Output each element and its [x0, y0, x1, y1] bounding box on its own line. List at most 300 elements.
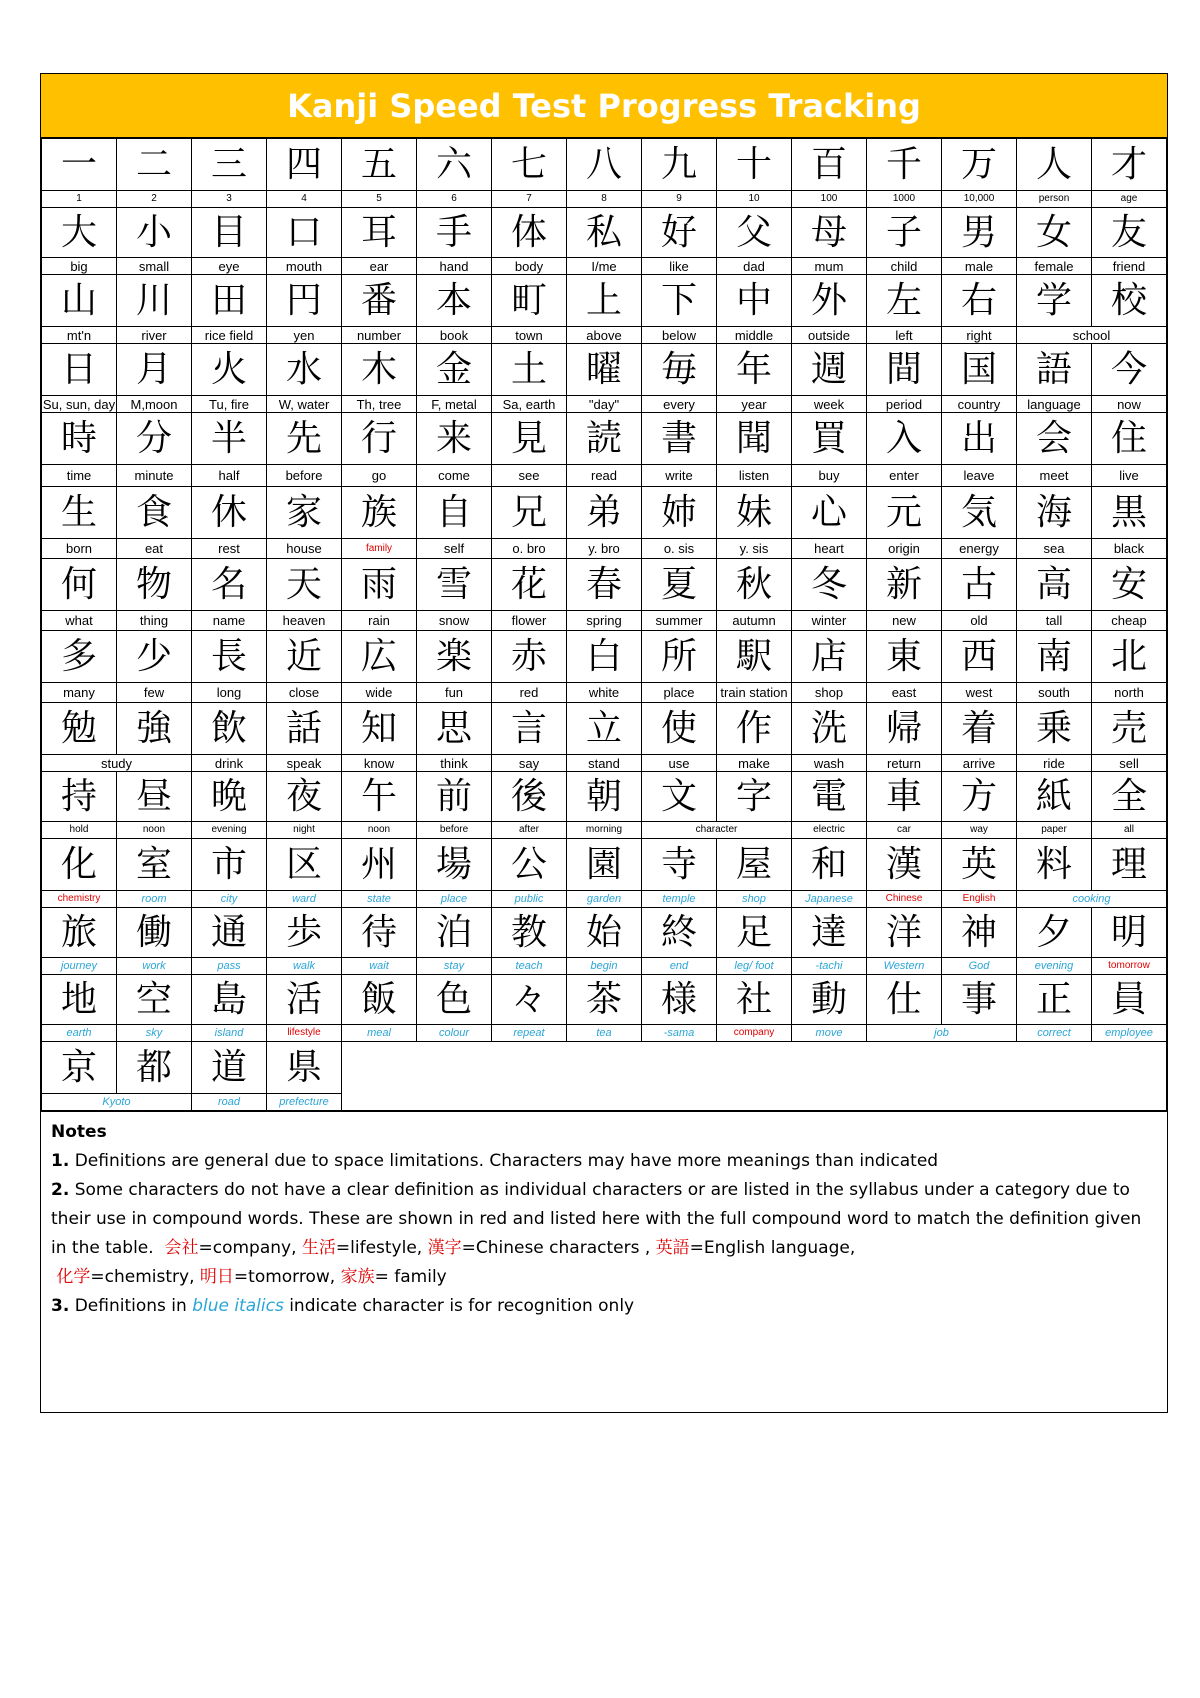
kanji-cell: 父 [717, 208, 792, 258]
definition-cell: body [492, 258, 567, 275]
kanji-cell: 木 [342, 344, 417, 396]
compound-definition: =English language, [689, 1238, 856, 1258]
note-1 [51, 1147, 1157, 1176]
kanji-cell: 書 [642, 413, 717, 465]
definition-cell: drink [192, 755, 267, 772]
definition-cell: summer [642, 611, 717, 631]
kanji-cell: 族 [342, 487, 417, 539]
kanji-cell: 姉 [642, 487, 717, 539]
kanji-sheet [40, 73, 1168, 1413]
definition-cell: temple [642, 891, 717, 908]
definition-cell: move [792, 1025, 867, 1042]
kanji-cell: 出 [942, 413, 1017, 465]
definition-cell: pass [192, 958, 267, 975]
notes-section [41, 1111, 1167, 1412]
definition-row [42, 822, 1167, 839]
kanji-cell: 南 [1017, 631, 1092, 683]
definition-cell: outside [792, 327, 867, 344]
definition-cell: 6 [417, 191, 492, 208]
kanji-cell: 教 [492, 908, 567, 958]
definition-cell: yen [267, 327, 342, 344]
kanji-cell: 家 [267, 487, 342, 539]
kanji-cell: 才 [1092, 139, 1167, 191]
kanji-cell: 冬 [792, 559, 867, 611]
definition-cell: 2 [117, 191, 192, 208]
kanji-cell: 海 [1017, 487, 1092, 539]
definition-cell: born [42, 539, 117, 559]
kanji-cell: 買 [792, 413, 867, 465]
kanji-cell: 円 [267, 275, 342, 327]
kanji-cell: 土 [492, 344, 567, 396]
definition-cell: energy [942, 539, 1017, 559]
definition-cell: heart [792, 539, 867, 559]
definition-cell: ride [1017, 755, 1092, 772]
definition-cell: -tachi [792, 958, 867, 975]
definition-cell: white [567, 683, 642, 703]
definition-cell: cheap [1092, 611, 1167, 631]
kanji-cell: 九 [642, 139, 717, 191]
kanji-cell: 安 [1092, 559, 1167, 611]
kanji-cell: 百 [792, 139, 867, 191]
kanji-cell: 店 [792, 631, 867, 683]
definition-cell: 100 [792, 191, 867, 208]
kanji-cell: 万 [942, 139, 1017, 191]
note-text: Definitions in [69, 1296, 193, 1316]
kanji-cell: 勉 [42, 703, 117, 755]
definition-cell: mt'n [42, 327, 117, 344]
definition-cell: 10 [717, 191, 792, 208]
kanji-cell: 立 [567, 703, 642, 755]
definition-cell: 7 [492, 191, 567, 208]
kanji-cell: 社 [717, 975, 792, 1025]
definition-cell: noon [117, 822, 192, 839]
kanji-cell: 好 [642, 208, 717, 258]
note-2 [51, 1176, 1157, 1263]
compound-definition: =lifestyle, [335, 1238, 423, 1258]
kanji-cell: 県 [267, 1042, 342, 1094]
definition-cell: now [1092, 396, 1167, 413]
kanji-cell: 男 [942, 208, 1017, 258]
kanji-row [42, 559, 1167, 611]
definition-cell: y. sis [717, 539, 792, 559]
definition-cell: every [642, 396, 717, 413]
definition-cell: return [867, 755, 942, 772]
definition-cell: earth [42, 1025, 117, 1042]
definition-cell: dad [717, 258, 792, 275]
definition-cell: journey [42, 958, 117, 975]
definition-cell: think [417, 755, 492, 772]
kanji-cell: 人 [1017, 139, 1092, 191]
definition-cell: repeat [492, 1025, 567, 1042]
kanji-cell: 行 [342, 413, 417, 465]
kanji-cell: 千 [867, 139, 942, 191]
definition-cell: 8 [567, 191, 642, 208]
kanji-cell: 所 [642, 631, 717, 683]
definition-cell: Su, sun, day [42, 396, 116, 412]
kanji-cell: 持 [42, 772, 117, 822]
kanji-cell: 屋 [717, 839, 792, 891]
definition-row [42, 258, 1167, 275]
kanji-cell: 月 [117, 344, 192, 396]
definition-cell: evening [192, 822, 267, 839]
definition-cell: night [267, 822, 342, 839]
definition-cell: see [492, 465, 567, 487]
kanji-cell: 校 [1092, 275, 1167, 327]
definition-cell: what [42, 611, 117, 631]
definition-cell: wide [342, 683, 417, 703]
kanji-row [42, 413, 1167, 465]
definition-cell: number [342, 327, 417, 344]
definition-cell: fun [417, 683, 492, 703]
definition-row [42, 191, 1167, 208]
kanji-cell: 右 [942, 275, 1017, 327]
definition-cell: 1 [42, 191, 117, 208]
kanji-cell: 員 [1092, 975, 1167, 1025]
definition-cell: ear [342, 258, 417, 275]
kanji-cell: 読 [567, 413, 642, 465]
definition-cell: -sama [642, 1025, 717, 1042]
definition-cell: leave [942, 465, 1017, 487]
kanji-cell: 市 [192, 839, 267, 891]
definition-row [42, 539, 1167, 559]
kanji-row [42, 487, 1167, 539]
kanji-cell: 花 [492, 559, 567, 611]
definition-cell: meet [1017, 465, 1092, 487]
definition-cell: job [867, 1025, 1017, 1042]
kanji-row [42, 975, 1167, 1025]
definition-cell: enter [867, 465, 942, 487]
kanji-cell: 水 [267, 344, 342, 396]
definition-cell: company [717, 1025, 792, 1042]
kanji-cell: 道 [192, 1042, 267, 1094]
definition-cell: speak [267, 755, 342, 772]
kanji-cell: 見 [492, 413, 567, 465]
kanji-cell: 始 [567, 908, 642, 958]
kanji-cell: 洗 [792, 703, 867, 755]
definition-row [42, 958, 1167, 975]
kanji-cell: 作 [717, 703, 792, 755]
kanji-cell: 田 [192, 275, 267, 327]
kanji-cell: 長 [192, 631, 267, 683]
kanji-cell: 夏 [642, 559, 717, 611]
kanji-cell: 兄 [492, 487, 567, 539]
definition-cell: place [417, 891, 492, 908]
kanji-cell: 州 [342, 839, 417, 891]
definition-cell: eat [117, 539, 192, 559]
kanji-cell: 週 [792, 344, 867, 396]
kanji-row [42, 839, 1167, 891]
definition-cell: tea [567, 1025, 642, 1042]
kanji-cell: 明 [1092, 908, 1167, 958]
kanji-cell: 聞 [717, 413, 792, 465]
kanji-cell: 先 [267, 413, 342, 465]
definition-cell: like [642, 258, 717, 275]
kanji-cell: 六 [417, 139, 492, 191]
definition-cell: self [417, 539, 492, 559]
definition-cell: o. bro [492, 539, 567, 559]
kanji-cell: 心 [792, 487, 867, 539]
definition-cell: west [942, 683, 1017, 703]
kanji-cell: 飲 [192, 703, 267, 755]
definition-cell: origin [867, 539, 942, 559]
kanji-cell: 雪 [417, 559, 492, 611]
kanji-cell: 夜 [267, 772, 342, 822]
kanji-cell: 私 [567, 208, 642, 258]
kanji-cell: 川 [117, 275, 192, 327]
kanji-cell: 帰 [867, 703, 942, 755]
empty-area [342, 1042, 1167, 1111]
definition-cell: family [342, 539, 417, 559]
kanji-cell: 区 [267, 839, 342, 891]
kanji-row [42, 772, 1167, 822]
kanji-cell: 歩 [267, 908, 342, 958]
definition-cell: black [1092, 539, 1167, 559]
kanji-cell: 耳 [342, 208, 417, 258]
kanji-cell: 待 [342, 908, 417, 958]
definition-row [42, 891, 1167, 908]
definition-cell: English [942, 891, 1017, 908]
kanji-row [42, 275, 1167, 327]
kanji-cell: 大 [42, 208, 117, 258]
kanji-cell: 生 [42, 487, 117, 539]
kanji-cell: 食 [117, 487, 192, 539]
definition-cell: teach [492, 958, 567, 975]
definition-cell: shop [717, 891, 792, 908]
definition-cell: Sa, earth [492, 396, 567, 413]
definition-cell: age [1092, 191, 1167, 208]
compound-definition: =company, [198, 1238, 297, 1258]
definition-cell: come [417, 465, 492, 487]
definition-cell: rest [192, 539, 267, 559]
definition-cell: house [267, 539, 342, 559]
kanji-cell: 年 [717, 344, 792, 396]
definition-cell: way [942, 822, 1017, 839]
kanji-cell: 広 [342, 631, 417, 683]
kanji-cell: 今 [1092, 344, 1167, 396]
kanji-row [42, 631, 1167, 683]
kanji-cell: 々 [492, 975, 567, 1025]
definition-cell: rice field [192, 327, 267, 344]
kanji-cell: 字 [717, 772, 792, 822]
definition-cell: north [1092, 683, 1167, 703]
compound-kanji: 明日 [199, 1267, 234, 1287]
kanji-cell: 寺 [642, 839, 717, 891]
kanji-cell: 旅 [42, 908, 117, 958]
note-number: 1. [51, 1151, 70, 1171]
note-text: Definitions are general due to space limitations. Characters may have more meanings than indicated [69, 1151, 939, 1171]
kanji-cell: 番 [342, 275, 417, 327]
definition-cell: child [867, 258, 942, 275]
definition-cell: use [642, 755, 717, 772]
definition-cell: red [492, 683, 567, 703]
definition-cell: cooking [1017, 891, 1167, 908]
kanji-cell: 休 [192, 487, 267, 539]
kanji-cell: 本 [417, 275, 492, 327]
definition-cell: know [342, 755, 417, 772]
kanji-cell: 女 [1017, 208, 1092, 258]
kanji-cell: 地 [42, 975, 117, 1025]
kanji-cell: 神 [942, 908, 1017, 958]
definition-cell: ward [267, 891, 342, 908]
kanji-cell: 上 [567, 275, 642, 327]
kanji-cell: 全 [1092, 772, 1167, 822]
kanji-cell: 自 [417, 487, 492, 539]
definition-cell: prefecture [267, 1094, 342, 1111]
definition-cell: winter [792, 611, 867, 631]
definition-cell: many [42, 683, 117, 703]
compound-kanji: 生活 [301, 1238, 336, 1258]
kanji-cell: 言 [492, 703, 567, 755]
definition-cell: M,moon [117, 396, 192, 413]
compound-definition: =chemistry, [90, 1267, 195, 1287]
kanji-cell: 一 [42, 139, 117, 191]
kanji-cell: 働 [117, 908, 192, 958]
kanji-cell: 公 [492, 839, 567, 891]
definition-cell: read [567, 465, 642, 487]
definition-cell: few [117, 683, 192, 703]
definition-cell: year [717, 396, 792, 413]
definition-cell: sea [1017, 539, 1092, 559]
note-number: 2. [51, 1180, 70, 1200]
definition-cell: car [867, 822, 942, 839]
definition-cell: walk [267, 958, 342, 975]
kanji-cell: 色 [417, 975, 492, 1025]
compound-kanji: 化学 [56, 1267, 91, 1287]
definition-cell: thing [117, 611, 192, 631]
definition-cell: time [42, 465, 117, 487]
definition-cell: work [117, 958, 192, 975]
definition-cell: after [492, 822, 567, 839]
definition-row [42, 396, 1167, 413]
compound-kanji: 会社 [164, 1238, 199, 1258]
kanji-cell: 朝 [567, 772, 642, 822]
kanji-cell: 泊 [417, 908, 492, 958]
definition-cell: Kyoto [42, 1094, 192, 1111]
kanji-cell: 体 [492, 208, 567, 258]
kanji-cell: 山 [42, 275, 117, 327]
compound-kanji: 家族 [340, 1267, 375, 1287]
definition-cell: autumn [717, 611, 792, 631]
kanji-cell: 白 [567, 631, 642, 683]
definition-cell: listen [717, 465, 792, 487]
definition-cell: chemistry [42, 891, 117, 908]
kanji-cell: 多 [42, 631, 117, 683]
definition-cell: wash [792, 755, 867, 772]
definition-cell: heaven [267, 611, 342, 631]
kanji-cell: 分 [117, 413, 192, 465]
definition-cell: lifestyle [267, 1025, 342, 1042]
kanji-cell: 仕 [867, 975, 942, 1025]
kanji-cell: 学 [1017, 275, 1092, 327]
kanji-cell: 足 [717, 908, 792, 958]
definition-cell: big [42, 258, 117, 275]
definition-cell: "day" [567, 396, 642, 413]
kanji-cell: 古 [942, 559, 1017, 611]
kanji-cell: 中 [717, 275, 792, 327]
definition-cell: employee [1092, 1025, 1167, 1042]
note-number: 3. [51, 1296, 70, 1316]
kanji-cell: 英 [942, 839, 1017, 891]
definition-cell: male [942, 258, 1017, 275]
kanji-cell: 手 [417, 208, 492, 258]
kanji-cell: 四 [267, 139, 342, 191]
definition-cell: make [717, 755, 792, 772]
kanji-table [41, 138, 1167, 1111]
definition-cell: stand [567, 755, 642, 772]
definition-cell: God [942, 958, 1017, 975]
definition-cell: state [342, 891, 417, 908]
kanji-cell: 紙 [1017, 772, 1092, 822]
kanji-cell: 左 [867, 275, 942, 327]
definition-cell: sell [1092, 755, 1167, 772]
definition-cell: place [642, 683, 717, 703]
kanji-row [42, 703, 1167, 755]
definition-row [42, 611, 1167, 631]
kanji-cell: 元 [867, 487, 942, 539]
definition-cell: end [642, 958, 717, 975]
kanji-cell: 化 [42, 839, 117, 891]
definition-cell: Th, tree [342, 396, 417, 413]
definition-cell: river [117, 327, 192, 344]
kanji-cell: 町 [492, 275, 567, 327]
definition-cell: shop [792, 683, 867, 703]
definition-cell: 3 [192, 191, 267, 208]
kanji-cell: 園 [567, 839, 642, 891]
kanji-cell: 文 [642, 772, 717, 822]
definition-cell: town [492, 327, 567, 344]
kanji-cell: 知 [342, 703, 417, 755]
definition-cell: female [1017, 258, 1092, 275]
definition-cell: friend [1092, 258, 1167, 275]
definition-cell: 5 [342, 191, 417, 208]
definition-cell: o. sis [642, 539, 717, 559]
kanji-cell: 電 [792, 772, 867, 822]
kanji-cell: 正 [1017, 975, 1092, 1025]
kanji-cell: 都 [117, 1042, 192, 1094]
kanji-cell: 話 [267, 703, 342, 755]
definition-cell: W, water [267, 396, 342, 413]
definition-cell: 9 [642, 191, 717, 208]
kanji-cell: 茶 [567, 975, 642, 1025]
kanji-cell: 料 [1017, 839, 1092, 891]
kanji-cell: 夕 [1017, 908, 1092, 958]
kanji-cell: 西 [942, 631, 1017, 683]
kanji-cell: 半 [192, 413, 267, 465]
kanji-cell: 活 [267, 975, 342, 1025]
definition-cell: below [642, 327, 717, 344]
definition-cell: middle [717, 327, 792, 344]
definition-cell: character [642, 822, 792, 839]
kanji-row [42, 908, 1167, 958]
definition-cell: tall [1017, 611, 1092, 631]
kanji-cell: 終 [642, 908, 717, 958]
kanji-cell: 京 [42, 1042, 117, 1094]
definition-cell: south [1017, 683, 1092, 703]
note-2-continued [51, 1263, 1157, 1292]
definition-cell: name [192, 611, 267, 631]
definition-cell: week [792, 396, 867, 413]
kanji-cell: 動 [792, 975, 867, 1025]
definition-cell: flower [492, 611, 567, 631]
kanji-cell: 春 [567, 559, 642, 611]
kanji-cell: 晩 [192, 772, 267, 822]
kanji-cell: 入 [867, 413, 942, 465]
definition-cell: sky [117, 1025, 192, 1042]
kanji-cell: 日 [42, 344, 117, 396]
definition-cell: before [417, 822, 492, 839]
definition-cell: country [942, 396, 1017, 413]
kanji-cell: 子 [867, 208, 942, 258]
